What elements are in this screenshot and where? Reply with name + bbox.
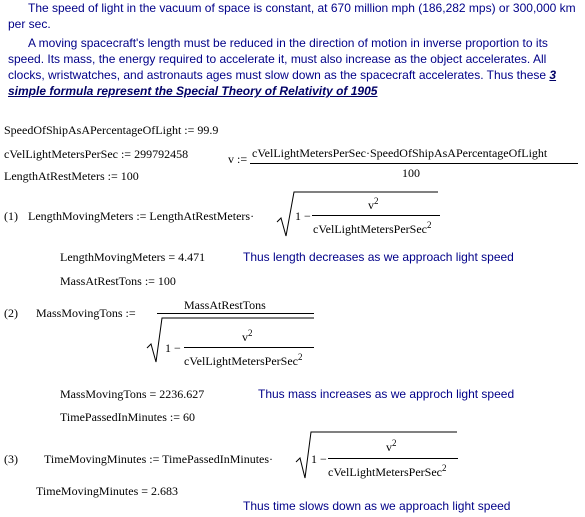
- formula-2-top: MassAtRestTons: [184, 298, 266, 312]
- formula-1-denominator: cVelLightMetersPerSec$^2$: [313, 220, 432, 236]
- formula-3-fraction-bar: [328, 458, 458, 459]
- formula-3-numerator: $v^2$: [386, 438, 397, 454]
- note-length: Thus length decreases as we approach light speed: [243, 250, 514, 264]
- formula-1-label: (1): [4, 209, 18, 223]
- formula-3-denominator: cVelLightMetersPerSec$^2$: [328, 463, 447, 479]
- formula-2-main-bar: [157, 313, 314, 314]
- formula-3-lhs: TimeMovingMinutes := TimePassedInMinutes·: [44, 452, 274, 466]
- result-time-moving: TimeMovingMinutes = 2.683: [36, 484, 179, 498]
- formula-2-one-minus: 1 −: [165, 341, 181, 355]
- intro-text-2: A moving spacecraft's length must be reduced in the direction of motion in inverse proportion to its speed. Its mass, the energy required to accelerate it, must also increase as the object accelerates. All clocks, wristwatches, and astronauts ages must slow down as the spacecraft accelerates. Thus these: [8, 36, 550, 82]
- def-speed-percentage: SpeedOfShipAsAPercentageOfLight := 99.9: [4, 123, 219, 137]
- formula-3-one-minus: 1 −: [311, 452, 327, 466]
- def-time-passed: TimePassedInMinutes := 60: [60, 410, 195, 424]
- formula-1-fraction-bar: [312, 215, 440, 216]
- def-length-rest: LengthAtRestMeters := 100: [4, 169, 139, 183]
- formula-2-denominator: cVelLightMetersPerSec$^2$: [184, 352, 303, 368]
- formula-2-numerator: $v^2$: [242, 328, 253, 344]
- formula-1-lhs: LengthMovingMeters := LengthAtRestMeters·: [28, 209, 255, 223]
- formula-1-one-minus: 1 −: [295, 209, 311, 223]
- formula-1-numerator: $v^2$: [368, 196, 379, 212]
- formula-2-label: (2): [4, 306, 18, 320]
- intro-paragraph-1: [8, 0, 578, 32]
- result-mass-moving: MassMovingTons = 2236.627: [60, 387, 205, 401]
- v-definition-lhs: v :=: [228, 152, 248, 166]
- note-mass: Thus mass increases as we approch light speed: [258, 387, 515, 401]
- formula-2-fraction-bar: [184, 347, 314, 348]
- formula-2-lhs: MassMovingTons :=: [36, 306, 136, 320]
- intro-paragraph-2: [8, 35, 578, 99]
- v-fraction-bar: [250, 163, 578, 164]
- intro-emphasis: 3 simple formula represent the Special Theory of Relativity of 1905: [8, 68, 557, 98]
- formula-3-label: (3): [4, 452, 18, 466]
- v-definition-numerator: cVelLightMetersPerSec·SpeedOfShipAsAPercentageOfLight: [252, 146, 548, 160]
- def-light-velocity: cVelLightMetersPerSec := 299792458: [4, 147, 189, 161]
- intro-text-1: The speed of light in the vacuum of space is constant, at 670 million mph (186,282 mps) or 300,000 km per sec.: [8, 1, 576, 31]
- def-mass-rest: MassAtRestTons := 100: [60, 274, 176, 288]
- result-length-moving: LengthMovingMeters = 4.471: [60, 250, 206, 264]
- v-definition-denominator: 100: [402, 166, 420, 180]
- note-time: Thus time slows down as we approach light speed: [243, 499, 511, 513]
